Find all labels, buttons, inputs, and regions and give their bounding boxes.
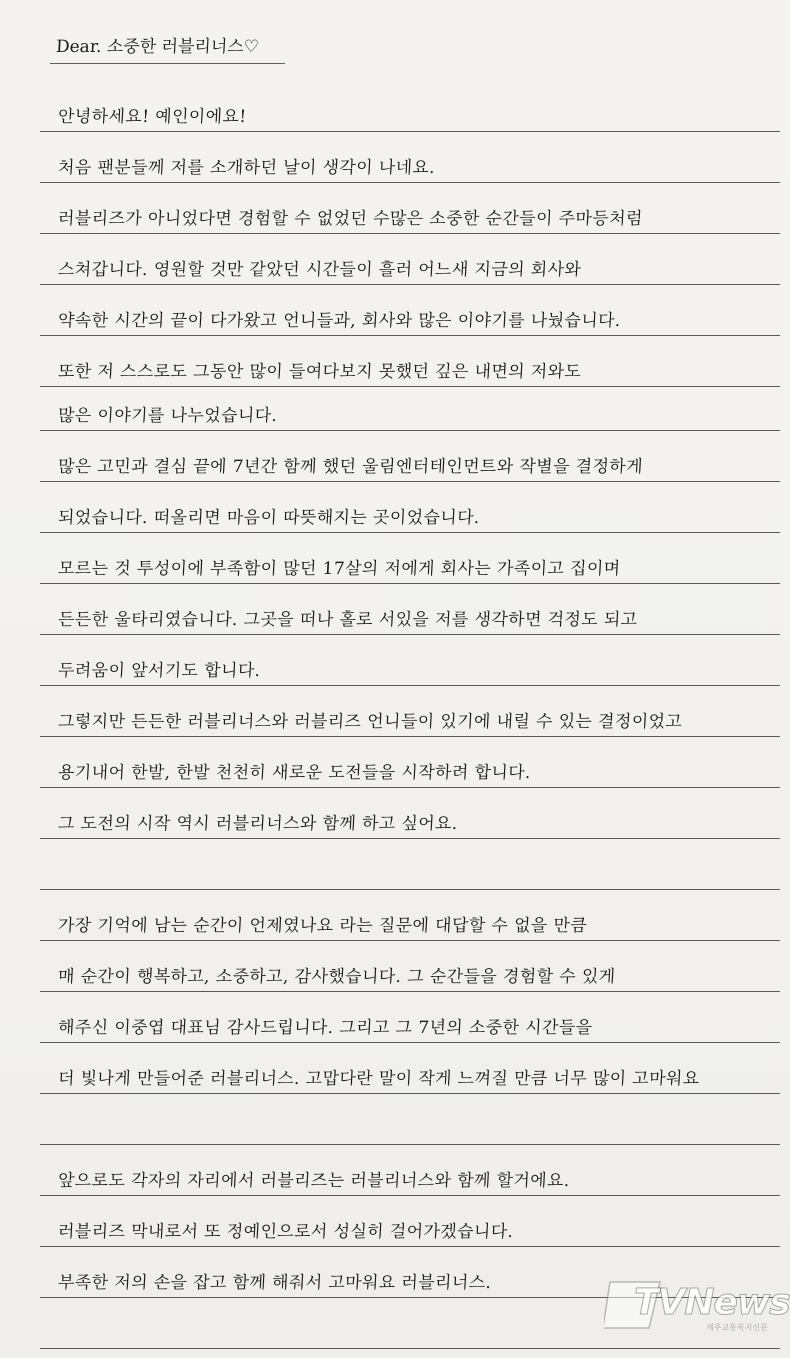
- letter-line: 해주신 이중엽 대표님 감사드립니다. 그리고 그 7년의 소중한 시간들을: [57, 1018, 593, 1038]
- ruled-line: [40, 1093, 780, 1094]
- ruled-line: [40, 335, 780, 336]
- letter-line: 러블리즈가 아니었다면 경험할 수 없었던 수많은 소중한 순간들이 주마등처럼: [57, 209, 644, 229]
- ruled-line: [40, 182, 780, 183]
- letter-line: 스쳐갑니다. 영원할 것만 같았던 시간들이 흘러 어느새 지금의 회사와: [57, 260, 582, 280]
- letter-line: 모르는 것 투성이에 부족함이 많던 17살의 저에게 회사는 가족이고 집이며: [57, 559, 622, 579]
- letter-line: 안녕하세요! 예인이에요!: [57, 107, 248, 127]
- ruled-line: [40, 386, 780, 387]
- ruled-line: [40, 1144, 780, 1145]
- ruled-line: [40, 131, 780, 132]
- ruled-line: [40, 685, 780, 686]
- ruled-line: [40, 532, 780, 533]
- letter-line: 든든한 울타리였습니다. 그곳을 떠나 홀로 서있을 저를 생각하면 걱정도 되고: [57, 610, 639, 630]
- ruled-line: [40, 1195, 780, 1196]
- letter-line: 많은 고민과 결심 끝에 7년간 함께 했던 울림엔터테인먼트와 작별을 결정하게: [57, 457, 644, 477]
- ruled-line: [40, 634, 780, 635]
- ruled-line: [40, 430, 780, 431]
- news-watermark: [604, 1270, 790, 1350]
- ruled-line: [40, 991, 780, 992]
- letter-line: 그렇지만 든든한 러블리너스와 러블리즈 언니들이 있기에 내릴 수 있는 결정이었고: [57, 712, 683, 732]
- ruled-line: [40, 736, 780, 737]
- letter-line: 앞으로도 각자의 자리에서 러블리즈는 러블리너스와 함께 할거에요.: [57, 1171, 571, 1191]
- ruled-line: [40, 1042, 780, 1043]
- letter-line: 부족한 저의 손을 잡고 함께 해줘서 고마워요 러블리너스.: [57, 1273, 492, 1293]
- ruled-line: [40, 1246, 780, 1247]
- watermark-subtext: 제주교통복지신문: [706, 1323, 768, 1332]
- ruled-line: [40, 889, 780, 890]
- letter-line: 많은 이야기를 나누었습니다.: [57, 406, 278, 426]
- letter-greeting: Dear. 소중한 러블리너스♡: [55, 37, 260, 57]
- ruled-line: [40, 481, 780, 482]
- letter-line: 가장 기억에 남는 순간이 언제였나요 라는 질문에 대답할 수 없을 만큼: [57, 916, 588, 936]
- letter-line: 그 도전의 시작 역시 러블리너스와 함께 하고 싶어요.: [57, 814, 459, 834]
- letter-line: 두려움이 앞서기도 합니다.: [57, 661, 261, 681]
- letter-line: 약속한 시간의 끝이 다가왔고 언니들과, 회사와 많은 이야기를 나눴습니다.: [57, 311, 622, 331]
- ruled-line: [40, 284, 780, 285]
- letter-line: 매 순간이 행복하고, 소중하고, 감사했습니다. 그 순간들을 경험할 수 있게: [57, 967, 617, 987]
- letter-line: 러블리즈 막내로서 또 정예인으로서 성실히 걸어가겠습니다.: [57, 1222, 514, 1242]
- ruled-line: [40, 787, 780, 788]
- ruled-line: [40, 233, 780, 234]
- letter-line: 처음 팬분들께 저를 소개하던 날이 생각이 나네요.: [57, 158, 436, 178]
- letter-line: 또한 저 스스로도 그동안 많이 들여다보지 못했던 깊은 내면의 저와도: [57, 362, 582, 382]
- ruled-line: [40, 583, 780, 584]
- ruled-line: [40, 940, 780, 941]
- letter-line: 용기내어 한발, 한발 천천히 새로운 도전들을 시작하려 합니다.: [57, 763, 532, 783]
- greeting-underline: [50, 63, 285, 64]
- watermark-logo-text: TVNews: [634, 1282, 790, 1323]
- letter-line: 더 빛나게 만들어준 러블리너스. 고맙다란 말이 작게 느껴질 만큼 너무 많이 고마워요: [57, 1069, 701, 1089]
- ruled-line: [40, 838, 780, 839]
- letter-line: 되었습니다. 떠올리면 마음이 따뜻해지는 곳이었습니다.: [57, 508, 481, 528]
